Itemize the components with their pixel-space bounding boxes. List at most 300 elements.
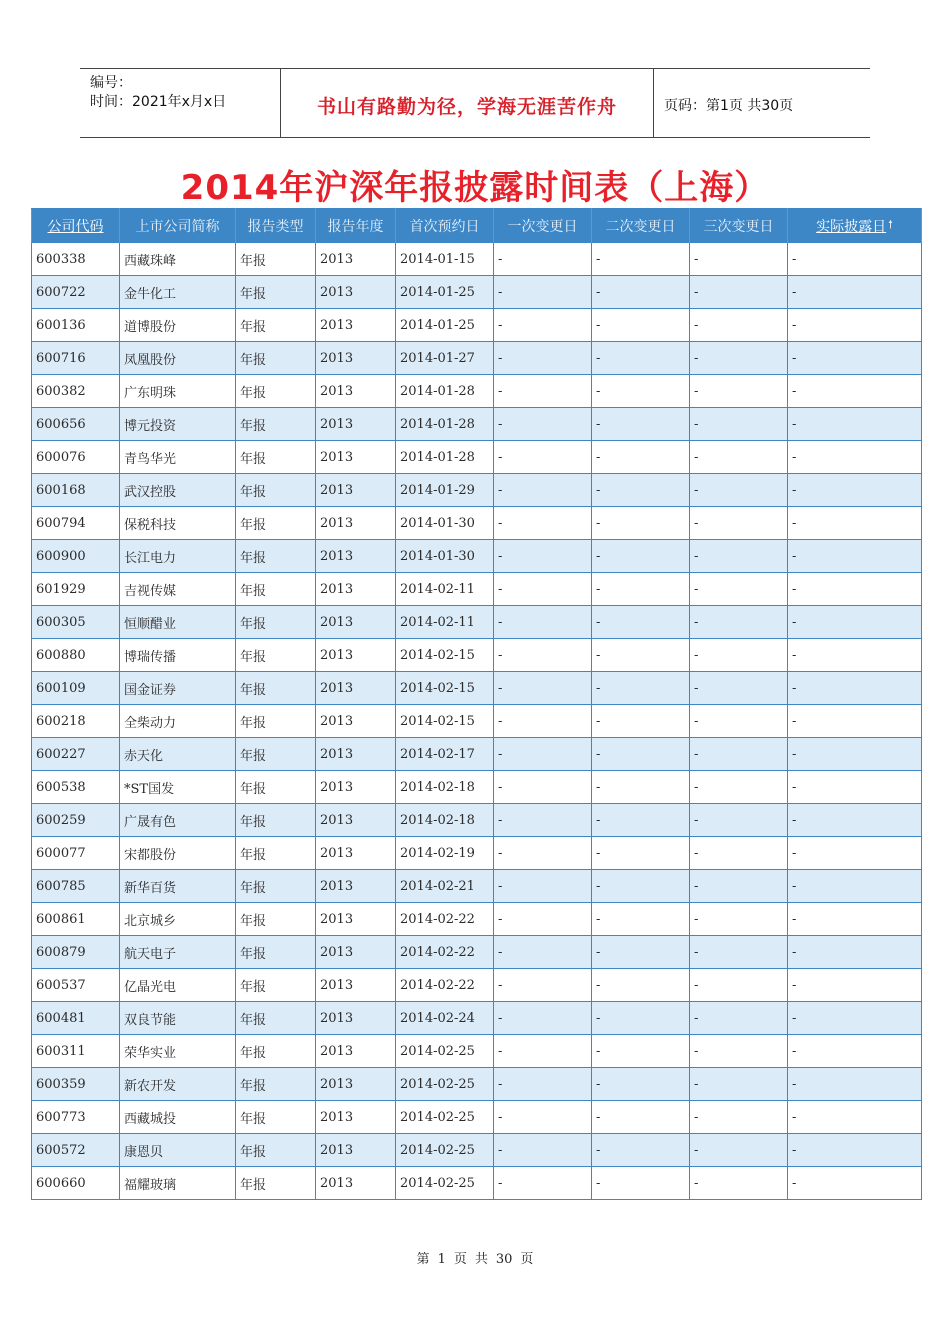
cell-type: 年报 bbox=[236, 276, 316, 309]
footer-total-prefix: 共 bbox=[474, 1252, 488, 1267]
cell-name: 西藏珠峰 bbox=[120, 243, 236, 276]
cell-year: 2013 bbox=[316, 342, 396, 375]
cell-type: 年报 bbox=[236, 903, 316, 936]
cell-name: 西藏城投 bbox=[120, 1101, 236, 1134]
cell-type: 年报 bbox=[236, 309, 316, 342]
cell-change1: - bbox=[494, 1002, 592, 1035]
cell-name: 荣华实业 bbox=[120, 1035, 236, 1068]
cell-change3: - bbox=[690, 441, 788, 474]
cell-actual-date: - bbox=[788, 903, 922, 936]
table-row bbox=[32, 573, 922, 606]
cell-name: 航天电子 bbox=[120, 936, 236, 969]
cell-code: 600338 bbox=[32, 243, 120, 276]
cell-code: 600227 bbox=[32, 738, 120, 771]
cell-code: 600077 bbox=[32, 837, 120, 870]
table-row bbox=[32, 771, 922, 804]
cell-change1: - bbox=[494, 408, 592, 441]
cell-change3: - bbox=[690, 969, 788, 1002]
table-row bbox=[32, 738, 922, 771]
cell-change1: - bbox=[494, 936, 592, 969]
column-header-change3: 三次变更日 bbox=[690, 209, 788, 243]
cell-year: 2013 bbox=[316, 540, 396, 573]
cell-year: 2013 bbox=[316, 969, 396, 1002]
cell-code: 600305 bbox=[32, 606, 120, 639]
cell-name: 全柴动力 bbox=[120, 705, 236, 738]
cell-year: 2013 bbox=[316, 243, 396, 276]
cell-change3: - bbox=[690, 738, 788, 771]
column-header-name: 上市公司简称 bbox=[120, 209, 236, 243]
cell-type: 年报 bbox=[236, 870, 316, 903]
cell-code: 600382 bbox=[32, 375, 120, 408]
cell-change1: - bbox=[494, 837, 592, 870]
page-footer bbox=[0, 1248, 950, 1267]
cell-change3: - bbox=[690, 1002, 788, 1035]
cell-change2: - bbox=[592, 738, 690, 771]
cell-year: 2013 bbox=[316, 804, 396, 837]
cell-actual-date: - bbox=[788, 408, 922, 441]
cell-type: 年报 bbox=[236, 507, 316, 540]
table-row bbox=[32, 1035, 922, 1068]
cell-name: 宋都股份 bbox=[120, 837, 236, 870]
cell-name: 康恩贝 bbox=[120, 1134, 236, 1167]
table-row bbox=[32, 342, 922, 375]
cell-change2: - bbox=[592, 870, 690, 903]
cell-change1: - bbox=[494, 705, 592, 738]
cell-first-date: 2014-02-22 bbox=[396, 936, 494, 969]
cell-first-date: 2014-01-28 bbox=[396, 441, 494, 474]
cell-change1: - bbox=[494, 507, 592, 540]
cell-first-date: 2014-02-15 bbox=[396, 639, 494, 672]
cell-change1: - bbox=[494, 1167, 592, 1200]
cell-change1: - bbox=[494, 276, 592, 309]
cell-name: *ST国发 bbox=[120, 771, 236, 804]
cell-code: 600861 bbox=[32, 903, 120, 936]
cell-change2: - bbox=[592, 408, 690, 441]
cell-change3: - bbox=[690, 804, 788, 837]
cell-change3: - bbox=[690, 1101, 788, 1134]
table-row bbox=[32, 837, 922, 870]
cell-change2: - bbox=[592, 507, 690, 540]
cell-actual-date: - bbox=[788, 243, 922, 276]
cell-year: 2013 bbox=[316, 1002, 396, 1035]
cell-change3: - bbox=[690, 243, 788, 276]
cell-actual-date: - bbox=[788, 771, 922, 804]
cell-name: 长江电力 bbox=[120, 540, 236, 573]
cell-year: 2013 bbox=[316, 738, 396, 771]
cell-change1: - bbox=[494, 804, 592, 837]
cell-code: 600656 bbox=[32, 408, 120, 441]
cell-change1: - bbox=[494, 903, 592, 936]
cell-change1: - bbox=[494, 474, 592, 507]
cell-change3: - bbox=[690, 936, 788, 969]
cell-change3: - bbox=[690, 639, 788, 672]
cell-type: 年报 bbox=[236, 408, 316, 441]
cell-year: 2013 bbox=[316, 606, 396, 639]
cell-first-date: 2014-02-25 bbox=[396, 1101, 494, 1134]
cell-name: 双良节能 bbox=[120, 1002, 236, 1035]
cell-change1: - bbox=[494, 969, 592, 1002]
cell-year: 2013 bbox=[316, 408, 396, 441]
cell-year: 2013 bbox=[316, 903, 396, 936]
cell-code: 600660 bbox=[32, 1167, 120, 1200]
cell-change2: - bbox=[592, 276, 690, 309]
cell-actual-date: - bbox=[788, 1002, 922, 1035]
table-row bbox=[32, 276, 922, 309]
cell-first-date: 2014-01-29 bbox=[396, 474, 494, 507]
table-row bbox=[32, 474, 922, 507]
cell-name: 新华百货 bbox=[120, 870, 236, 903]
cell-actual-date: - bbox=[788, 1167, 922, 1200]
footer-page-number: 1 bbox=[437, 1252, 446, 1267]
cell-first-date: 2014-01-25 bbox=[396, 309, 494, 342]
cell-year: 2013 bbox=[316, 276, 396, 309]
cell-change2: - bbox=[592, 1101, 690, 1134]
cell-change1: - bbox=[494, 1134, 592, 1167]
cell-year: 2013 bbox=[316, 441, 396, 474]
cell-change1: - bbox=[494, 1068, 592, 1101]
cell-type: 年报 bbox=[236, 771, 316, 804]
cell-type: 年报 bbox=[236, 1101, 316, 1134]
cell-first-date: 2014-02-18 bbox=[396, 804, 494, 837]
cell-type: 年报 bbox=[236, 375, 316, 408]
cell-code: 600785 bbox=[32, 870, 120, 903]
page-header bbox=[80, 68, 870, 138]
cell-change1: - bbox=[494, 672, 592, 705]
cell-change3: - bbox=[690, 342, 788, 375]
table-header-row bbox=[32, 209, 922, 243]
cell-type: 年报 bbox=[236, 1035, 316, 1068]
cell-year: 2013 bbox=[316, 672, 396, 705]
cell-year: 2013 bbox=[316, 474, 396, 507]
cell-first-date: 2014-02-11 bbox=[396, 573, 494, 606]
disclosure-table bbox=[31, 208, 922, 1200]
table-row bbox=[32, 936, 922, 969]
table-row bbox=[32, 804, 922, 837]
cell-name: 亿晶光电 bbox=[120, 969, 236, 1002]
cell-change1: - bbox=[494, 1035, 592, 1068]
table-row bbox=[32, 1167, 922, 1200]
cell-year: 2013 bbox=[316, 309, 396, 342]
cell-change1: - bbox=[494, 375, 592, 408]
cell-change2: - bbox=[592, 606, 690, 639]
cell-code: 600722 bbox=[32, 276, 120, 309]
cell-year: 2013 bbox=[316, 936, 396, 969]
cell-change3: - bbox=[690, 573, 788, 606]
cell-actual-date: - bbox=[788, 837, 922, 870]
cell-code: 600538 bbox=[32, 771, 120, 804]
table-row bbox=[32, 540, 922, 573]
cell-type: 年报 bbox=[236, 540, 316, 573]
table-row bbox=[32, 441, 922, 474]
cell-type: 年报 bbox=[236, 936, 316, 969]
cell-type: 年报 bbox=[236, 1167, 316, 1200]
cell-code: 600481 bbox=[32, 1002, 120, 1035]
cell-first-date: 2014-02-21 bbox=[396, 870, 494, 903]
cell-year: 2013 bbox=[316, 1167, 396, 1200]
cell-type: 年报 bbox=[236, 738, 316, 771]
cell-name: 博瑞传播 bbox=[120, 639, 236, 672]
cell-actual-date: - bbox=[788, 936, 922, 969]
cell-code: 600168 bbox=[32, 474, 120, 507]
cell-first-date: 2014-01-27 bbox=[396, 342, 494, 375]
cell-first-date: 2014-01-15 bbox=[396, 243, 494, 276]
cell-change2: - bbox=[592, 1035, 690, 1068]
cell-change1: - bbox=[494, 342, 592, 375]
cell-actual-date: - bbox=[788, 1134, 922, 1167]
cell-first-date: 2014-02-17 bbox=[396, 738, 494, 771]
cell-change3: - bbox=[690, 540, 788, 573]
cell-first-date: 2014-01-25 bbox=[396, 276, 494, 309]
cell-code: 600311 bbox=[32, 1035, 120, 1068]
cell-change2: - bbox=[592, 837, 690, 870]
cell-code: 600259 bbox=[32, 804, 120, 837]
cell-first-date: 2014-02-11 bbox=[396, 606, 494, 639]
cell-type: 年报 bbox=[236, 672, 316, 705]
cell-change3: - bbox=[690, 837, 788, 870]
page-title: 2014年沪深年报披露时间表（上海） bbox=[180, 168, 770, 208]
cell-name: 保税科技 bbox=[120, 507, 236, 540]
cell-actual-date: - bbox=[788, 573, 922, 606]
cell-name: 北京城乡 bbox=[120, 903, 236, 936]
cell-change2: - bbox=[592, 243, 690, 276]
cell-first-date: 2014-02-22 bbox=[396, 969, 494, 1002]
cell-change3: - bbox=[690, 276, 788, 309]
cell-actual-date: - bbox=[788, 375, 922, 408]
cell-year: 2013 bbox=[316, 1101, 396, 1134]
cell-code: 600880 bbox=[32, 639, 120, 672]
cell-name: 广东明珠 bbox=[120, 375, 236, 408]
cell-change3: - bbox=[690, 870, 788, 903]
cell-change1: - bbox=[494, 606, 592, 639]
cell-change3: - bbox=[690, 408, 788, 441]
cell-actual-date: - bbox=[788, 705, 922, 738]
cell-actual-date: - bbox=[788, 738, 922, 771]
cell-change2: - bbox=[592, 441, 690, 474]
cell-first-date: 2014-02-18 bbox=[396, 771, 494, 804]
column-header-year: 报告年度 bbox=[316, 209, 396, 243]
cell-first-date: 2014-02-15 bbox=[396, 672, 494, 705]
cell-type: 年报 bbox=[236, 243, 316, 276]
cell-first-date: 2014-01-28 bbox=[396, 375, 494, 408]
cell-name: 国金证券 bbox=[120, 672, 236, 705]
cell-first-date: 2014-02-25 bbox=[396, 1035, 494, 1068]
table-row bbox=[32, 705, 922, 738]
cell-actual-date: - bbox=[788, 870, 922, 903]
cell-first-date: 2014-02-24 bbox=[396, 1002, 494, 1035]
cell-change3: - bbox=[690, 507, 788, 540]
table-row bbox=[32, 903, 922, 936]
cell-code: 600794 bbox=[32, 507, 120, 540]
cell-type: 年报 bbox=[236, 1068, 316, 1101]
cell-change3: - bbox=[690, 1167, 788, 1200]
cell-actual-date: - bbox=[788, 507, 922, 540]
cell-type: 年报 bbox=[236, 441, 316, 474]
cell-code: 600218 bbox=[32, 705, 120, 738]
cell-change2: - bbox=[592, 342, 690, 375]
cell-name: 博元投资 bbox=[120, 408, 236, 441]
cell-code: 600136 bbox=[32, 309, 120, 342]
cell-name: 凤凰股份 bbox=[120, 342, 236, 375]
page-label: 页码：第1页 共30页 bbox=[664, 98, 794, 114]
cell-change2: - bbox=[592, 1134, 690, 1167]
cell-change2: - bbox=[592, 309, 690, 342]
table-body bbox=[32, 243, 922, 1200]
table-row bbox=[32, 1134, 922, 1167]
cell-type: 年报 bbox=[236, 1134, 316, 1167]
cell-type: 年报 bbox=[236, 804, 316, 837]
table-row bbox=[32, 243, 922, 276]
cell-year: 2013 bbox=[316, 870, 396, 903]
cell-change2: - bbox=[592, 1002, 690, 1035]
cell-actual-date: - bbox=[788, 639, 922, 672]
header-motto-cell bbox=[281, 69, 654, 137]
table-row bbox=[32, 606, 922, 639]
cell-change3: - bbox=[690, 771, 788, 804]
table-row bbox=[32, 1068, 922, 1101]
cell-year: 2013 bbox=[316, 639, 396, 672]
cell-type: 年报 bbox=[236, 474, 316, 507]
cell-change1: - bbox=[494, 738, 592, 771]
column-header-actual-date[interactable] bbox=[788, 209, 922, 243]
cell-change1: - bbox=[494, 771, 592, 804]
table-row bbox=[32, 375, 922, 408]
cell-change1: - bbox=[494, 870, 592, 903]
cell-change3: - bbox=[690, 474, 788, 507]
cell-code: 600359 bbox=[32, 1068, 120, 1101]
cell-code: 600537 bbox=[32, 969, 120, 1002]
cell-type: 年报 bbox=[236, 837, 316, 870]
cell-name: 赤天化 bbox=[120, 738, 236, 771]
footer-page-unit: 页 bbox=[453, 1252, 467, 1267]
cell-name: 武汉控股 bbox=[120, 474, 236, 507]
cell-change3: - bbox=[690, 375, 788, 408]
column-header-change2: 二次变更日 bbox=[592, 209, 690, 243]
cell-first-date: 2014-01-30 bbox=[396, 540, 494, 573]
cell-first-date: 2014-02-25 bbox=[396, 1068, 494, 1101]
cell-change2: - bbox=[592, 804, 690, 837]
cell-first-date: 2014-02-19 bbox=[396, 837, 494, 870]
footer-total-pages: 30 bbox=[495, 1252, 513, 1267]
column-header-first-date: 首次预约日 bbox=[396, 209, 494, 243]
cell-year: 2013 bbox=[316, 1134, 396, 1167]
cell-year: 2013 bbox=[316, 837, 396, 870]
motto-text: 书山有路勤为径，学海无涯苦作舟 bbox=[316, 96, 617, 118]
cell-change2: - bbox=[592, 936, 690, 969]
cell-year: 2013 bbox=[316, 705, 396, 738]
cell-year: 2013 bbox=[316, 771, 396, 804]
table-row bbox=[32, 969, 922, 1002]
cell-actual-date: - bbox=[788, 1101, 922, 1134]
cell-first-date: 2014-01-30 bbox=[396, 507, 494, 540]
cell-change1: - bbox=[494, 573, 592, 606]
cell-change1: - bbox=[494, 243, 592, 276]
column-header-code[interactable]: 公司代码 bbox=[32, 209, 120, 243]
table-row bbox=[32, 639, 922, 672]
cell-change3: - bbox=[690, 672, 788, 705]
cell-actual-date: - bbox=[788, 540, 922, 573]
cell-actual-date: - bbox=[788, 276, 922, 309]
cell-actual-date: - bbox=[788, 969, 922, 1002]
cell-actual-date: - bbox=[788, 804, 922, 837]
header-page-cell bbox=[654, 69, 870, 137]
cell-type: 年报 bbox=[236, 969, 316, 1002]
cell-change1: - bbox=[494, 1101, 592, 1134]
cell-actual-date: - bbox=[788, 1068, 922, 1101]
cell-change2: - bbox=[592, 672, 690, 705]
cell-change3: - bbox=[690, 309, 788, 342]
cell-name: 新农开发 bbox=[120, 1068, 236, 1101]
column-header-change1: 一次变更日 bbox=[494, 209, 592, 243]
cell-year: 2013 bbox=[316, 1035, 396, 1068]
cell-actual-date: - bbox=[788, 1035, 922, 1068]
cell-actual-date: - bbox=[788, 441, 922, 474]
footer-suffix: 页 bbox=[520, 1252, 534, 1267]
cell-name: 福耀玻璃 bbox=[120, 1167, 236, 1200]
cell-type: 年报 bbox=[236, 639, 316, 672]
cell-first-date: 2014-02-25 bbox=[396, 1167, 494, 1200]
cell-change1: - bbox=[494, 441, 592, 474]
cell-change2: - bbox=[592, 573, 690, 606]
cell-code: 600879 bbox=[32, 936, 120, 969]
cell-type: 年报 bbox=[236, 342, 316, 375]
cell-code: 600773 bbox=[32, 1101, 120, 1134]
table-row bbox=[32, 408, 922, 441]
cell-change2: - bbox=[592, 540, 690, 573]
header-meta-cell bbox=[80, 69, 281, 137]
cell-change2: - bbox=[592, 474, 690, 507]
column-header-type: 报告类型 bbox=[236, 209, 316, 243]
cell-change1: - bbox=[494, 540, 592, 573]
cell-code: 600109 bbox=[32, 672, 120, 705]
table-row bbox=[32, 309, 922, 342]
cell-year: 2013 bbox=[316, 375, 396, 408]
cell-type: 年报 bbox=[236, 606, 316, 639]
cell-change1: - bbox=[494, 309, 592, 342]
cell-code: 600572 bbox=[32, 1134, 120, 1167]
cell-change2: - bbox=[592, 1068, 690, 1101]
cell-code: 600716 bbox=[32, 342, 120, 375]
cell-name: 恒顺醋业 bbox=[120, 606, 236, 639]
table-row bbox=[32, 870, 922, 903]
cell-change2: - bbox=[592, 903, 690, 936]
cell-type: 年报 bbox=[236, 1002, 316, 1035]
actual-date-label[interactable]: 实际披露日 bbox=[816, 218, 887, 235]
cell-actual-date: - bbox=[788, 474, 922, 507]
cell-type: 年报 bbox=[236, 705, 316, 738]
cell-actual-date: - bbox=[788, 606, 922, 639]
cell-name: 吉视传媒 bbox=[120, 573, 236, 606]
cell-code: 600900 bbox=[32, 540, 120, 573]
cell-year: 2013 bbox=[316, 573, 396, 606]
cell-name: 道博股份 bbox=[120, 309, 236, 342]
time-label: 时间：2021年x月x日 bbox=[90, 94, 227, 110]
cell-year: 2013 bbox=[316, 1068, 396, 1101]
cell-first-date: 2014-02-15 bbox=[396, 705, 494, 738]
cell-name: 青鸟华光 bbox=[120, 441, 236, 474]
table-row bbox=[32, 1101, 922, 1134]
cell-change3: - bbox=[690, 705, 788, 738]
cell-name: 广晟有色 bbox=[120, 804, 236, 837]
cell-type: 年报 bbox=[236, 573, 316, 606]
arrow-up-icon: 🠕 bbox=[888, 217, 893, 231]
cell-change2: - bbox=[592, 375, 690, 408]
cell-actual-date: - bbox=[788, 342, 922, 375]
cell-change1: - bbox=[494, 639, 592, 672]
cell-actual-date: - bbox=[788, 309, 922, 342]
footer-prefix: 第 bbox=[416, 1252, 430, 1267]
table-row bbox=[32, 507, 922, 540]
cell-code: 600076 bbox=[32, 441, 120, 474]
